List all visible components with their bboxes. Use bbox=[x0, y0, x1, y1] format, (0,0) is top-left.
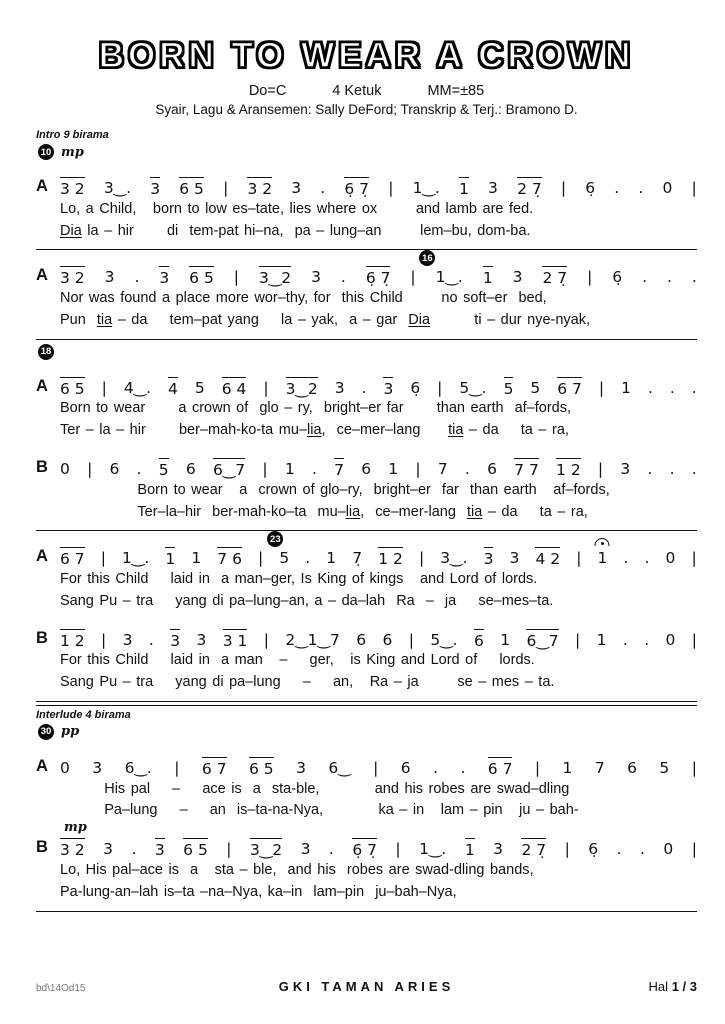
system bbox=[36, 129, 697, 242]
lyric-line-indonesian bbox=[60, 591, 697, 613]
melisma-underline: Dia bbox=[408, 311, 431, 328]
note-token: 3 bbox=[92, 758, 103, 777]
note-token: . bbox=[433, 758, 439, 777]
key-label: Do=C bbox=[248, 83, 287, 99]
note-token: . bbox=[464, 459, 470, 478]
voice-line-block bbox=[36, 617, 697, 694]
note-token: 6 7 bbox=[60, 547, 85, 569]
lyric-line-english bbox=[60, 779, 697, 801]
note-token: 3 bbox=[334, 378, 345, 397]
rehearsal-marker-row bbox=[38, 143, 697, 161]
barline: | bbox=[395, 840, 401, 859]
lyric-text: – da ta – ra, bbox=[482, 503, 588, 520]
lyric-text: Pun bbox=[60, 311, 97, 328]
note-token: 3 bbox=[159, 266, 169, 288]
lyric-line-english bbox=[60, 480, 697, 502]
note-token: 6‿7 bbox=[213, 458, 245, 480]
note-token: 3 bbox=[509, 549, 520, 568]
dynamic-marking: pp bbox=[61, 724, 80, 740]
note-token: 6 bbox=[185, 459, 196, 478]
notation-line bbox=[36, 165, 697, 199]
rehearsal-marker-row bbox=[38, 343, 697, 361]
note-token: . bbox=[638, 179, 644, 197]
voice-label: A bbox=[36, 376, 48, 395]
note-token: . bbox=[642, 268, 648, 287]
note-row bbox=[60, 838, 697, 860]
note-token: 3 bbox=[196, 630, 207, 649]
system-divider bbox=[36, 249, 697, 250]
barline: | bbox=[101, 378, 107, 397]
fermata-icon bbox=[595, 538, 610, 546]
note-token: . bbox=[148, 630, 154, 649]
note-token: 6̣ 7̣ bbox=[344, 177, 369, 199]
note-token: 0 bbox=[665, 630, 676, 649]
note-token: 1 bbox=[562, 758, 573, 777]
voice-line-block bbox=[36, 820, 697, 903]
barline: | bbox=[534, 758, 541, 777]
barline: | bbox=[174, 758, 180, 777]
barline: | bbox=[691, 549, 697, 568]
note-token: . bbox=[639, 840, 645, 859]
voice-label: A bbox=[36, 177, 48, 195]
voice-line-block bbox=[36, 165, 697, 242]
note-token: 6‿7 bbox=[526, 629, 558, 651]
note-token: 6 5 bbox=[189, 266, 214, 288]
lyric-text: la – hir di tem-pat hi–na, pa – lung–an lem–bu, dom-ba. bbox=[81, 222, 531, 239]
barline: | bbox=[100, 549, 106, 568]
note-token: . bbox=[340, 268, 346, 287]
barline: | bbox=[258, 549, 264, 568]
note-token: 0 bbox=[663, 840, 674, 859]
note-token: 1 2 bbox=[556, 458, 581, 480]
barline: | bbox=[101, 630, 107, 649]
rehearsal-mark-badge: 18 bbox=[38, 344, 54, 360]
note-token: 1 2 bbox=[60, 629, 85, 651]
note-token: 6 bbox=[382, 630, 393, 649]
note-token: 1 bbox=[284, 459, 295, 478]
note-token: . bbox=[691, 378, 697, 397]
voice-line-block bbox=[36, 535, 697, 612]
note-token: 2 7̣ bbox=[542, 266, 567, 288]
note-token: 3 2 bbox=[60, 266, 85, 288]
system bbox=[36, 254, 697, 331]
system bbox=[36, 709, 697, 904]
page-label: Hal bbox=[648, 979, 669, 994]
barline: | bbox=[691, 840, 697, 859]
note-token: 6‿. bbox=[124, 758, 152, 777]
note-token: 7 bbox=[334, 458, 344, 480]
voice-line-block bbox=[36, 745, 697, 822]
note-row bbox=[60, 377, 697, 399]
note-token: 1 bbox=[598, 547, 608, 568]
lyric-text: , ce–mer–lang bbox=[321, 422, 449, 439]
footer-church-name: GKI TAMAN ARIES bbox=[278, 979, 455, 994]
note-token: . bbox=[669, 459, 675, 478]
note-token: 6 bbox=[356, 630, 367, 649]
song-title: BORN TO WEAR A CROWN bbox=[98, 36, 635, 75]
lyric-line-english bbox=[60, 199, 697, 221]
rehearsal-mark-badge: 10 bbox=[38, 144, 54, 160]
barline: | bbox=[691, 758, 697, 777]
lyric-line-english bbox=[60, 398, 697, 420]
note-token: 6̣ bbox=[585, 179, 596, 197]
note-row bbox=[60, 629, 697, 651]
note-token: . bbox=[320, 179, 326, 197]
note-token: 1 bbox=[191, 549, 202, 568]
note-row bbox=[60, 458, 697, 480]
note-token: 5 bbox=[159, 458, 169, 480]
lyric-line-english bbox=[60, 569, 697, 591]
note-token: 7 6 bbox=[217, 547, 242, 569]
note-token: 5 bbox=[279, 549, 290, 568]
note-token: . bbox=[644, 549, 650, 568]
note-token: 3 bbox=[155, 838, 165, 860]
page-footer bbox=[36, 979, 697, 994]
barline: | bbox=[415, 459, 421, 478]
lyric-text: – da tem–pat yang la – yak, a – gar bbox=[112, 311, 409, 328]
barline: | bbox=[388, 179, 394, 197]
note-token: 6 4 bbox=[222, 377, 247, 399]
note-token: . bbox=[647, 459, 653, 478]
voice-label: A bbox=[36, 547, 48, 566]
note-token: 6̣ bbox=[410, 378, 421, 397]
note-token: 1 2 bbox=[378, 547, 403, 569]
note-token: 5 bbox=[194, 378, 205, 397]
lyric-text: Pa–lung – an is–ta-na-Nya, ka – in lam – pin ju – bah- bbox=[60, 802, 579, 819]
note-token: 3 bbox=[512, 268, 523, 287]
barline: | bbox=[410, 268, 416, 287]
note-token: 6 5 bbox=[183, 838, 208, 860]
lyric-text: For this Child laid in a man – ger, is King and Lord of lords. bbox=[60, 652, 535, 669]
note-token: 3 bbox=[291, 179, 302, 197]
note-token: . bbox=[691, 459, 697, 478]
note-token: . bbox=[644, 630, 650, 649]
sheet-content bbox=[0, 36, 725, 912]
note-token: 1‿. bbox=[412, 179, 440, 197]
key-signature-row bbox=[36, 83, 697, 99]
note-token: 1‿. bbox=[122, 549, 150, 568]
notation-line bbox=[36, 826, 697, 860]
note-row bbox=[60, 547, 697, 569]
note-token: 1 bbox=[483, 266, 493, 288]
note-token: 6 7 bbox=[488, 757, 513, 779]
footer-page-number bbox=[477, 979, 697, 994]
lyric-line-indonesian bbox=[60, 672, 697, 694]
note-token: . bbox=[134, 268, 140, 287]
note-token: 3 bbox=[104, 268, 115, 287]
note-token: 1 bbox=[459, 177, 469, 199]
note-token: . bbox=[460, 758, 466, 777]
notation-line bbox=[36, 745, 697, 779]
note-token: 5‿. bbox=[459, 378, 487, 397]
beat-label: 4 Ketuk bbox=[332, 83, 382, 99]
note-token: . bbox=[131, 840, 137, 859]
barline: | bbox=[560, 179, 567, 197]
note-token: 7 bbox=[437, 459, 448, 478]
note-token: 4 2 bbox=[535, 547, 560, 569]
note-token: . bbox=[328, 840, 334, 859]
note-token: 6 bbox=[487, 459, 497, 478]
dynamic-marking: mp bbox=[64, 820, 87, 836]
melisma-underline: lia bbox=[307, 422, 322, 439]
voice-line-block bbox=[36, 446, 697, 523]
note-token: 3 bbox=[383, 377, 393, 399]
note-token: 3 bbox=[122, 630, 133, 649]
system bbox=[36, 343, 697, 524]
barline: | bbox=[408, 630, 414, 649]
note-token: 2 7̣ bbox=[521, 838, 546, 860]
note-token: 3 bbox=[296, 758, 306, 777]
barline: | bbox=[597, 459, 604, 478]
lyric-line-indonesian bbox=[60, 502, 697, 524]
rehearsal-mark-badge: 30 bbox=[38, 724, 54, 740]
barline: | bbox=[223, 179, 229, 197]
note-token: 6‿ bbox=[328, 758, 351, 777]
voice-label: B bbox=[36, 838, 48, 857]
lyric-text: Lo, His pal–ace is a sta – ble, and his robes are swad-dling bands, bbox=[60, 862, 534, 878]
melisma-underline: tia bbox=[448, 422, 464, 439]
barline: | bbox=[576, 549, 582, 568]
note-token: 3‿2 bbox=[286, 377, 318, 399]
voice-label: A bbox=[36, 756, 48, 775]
lyric-line-indonesian bbox=[60, 221, 697, 243]
note-token: 6̣ 7̣ bbox=[352, 838, 377, 860]
dynamic-marking: mp bbox=[61, 144, 84, 160]
lyric-line-indonesian bbox=[60, 310, 697, 332]
lyric-line-indonesian bbox=[60, 420, 697, 442]
lyric-text: Nor was found a place more wor–thy, for this Child no soft–er bed, bbox=[60, 290, 547, 307]
notation-line bbox=[36, 535, 697, 569]
barline: | bbox=[263, 378, 269, 397]
lyric-text: Sang Pu – tra yang di pa–lung – an, Ra – ja se – mes – ta. bbox=[60, 674, 555, 691]
note-token: 3 bbox=[300, 840, 311, 859]
lyric-text: Pa-lung-an–lah is–ta –na–Nya, ka–in lam–pin ju–bah–Nya, bbox=[60, 883, 457, 900]
barline: | bbox=[418, 549, 425, 568]
note-token: 3 bbox=[103, 840, 113, 859]
lyric-text: Ter–la–hir ber-mah-ko–ta mu– bbox=[60, 503, 346, 520]
note-token: 6 5 bbox=[179, 177, 204, 199]
barline: | bbox=[587, 268, 593, 287]
note-token: 6 7 bbox=[557, 377, 582, 399]
system-divider bbox=[36, 339, 697, 340]
note-token: . bbox=[666, 268, 672, 287]
note-token: 1 bbox=[326, 549, 337, 568]
notation-line bbox=[36, 365, 697, 399]
note-token: 1 bbox=[596, 630, 607, 649]
note-token: 1 bbox=[388, 459, 399, 478]
note-token: 1 bbox=[500, 630, 511, 649]
footer-code: bd\14Od15 bbox=[36, 983, 86, 994]
voice-line-block bbox=[36, 365, 697, 442]
system-divider bbox=[36, 911, 697, 912]
note-token: 6 7 bbox=[202, 757, 227, 779]
notation-line bbox=[36, 254, 697, 288]
note-token: . bbox=[647, 378, 653, 397]
rehearsal-mark-badge: 23 bbox=[267, 531, 283, 547]
note-token: 5 bbox=[504, 377, 514, 399]
note-token: 3‿2 bbox=[250, 838, 282, 860]
note-token: 3‿2 bbox=[259, 266, 291, 288]
note-token: 1‿. bbox=[435, 268, 463, 287]
lyric-line-indonesian bbox=[60, 800, 697, 822]
note-token: 5‿. bbox=[430, 630, 458, 649]
lyric-text: – da ta – ra, bbox=[463, 422, 569, 439]
lyric-line-indonesian bbox=[60, 882, 697, 904]
note-token: 3 2 bbox=[60, 838, 85, 860]
lyric-line-english bbox=[60, 860, 697, 882]
page-value: 1 / 3 bbox=[671, 979, 697, 994]
note-token: . bbox=[311, 459, 317, 478]
note-token: 6 bbox=[474, 629, 484, 651]
note-token: 0 bbox=[662, 179, 673, 197]
melisma-underline: lia bbox=[345, 503, 361, 520]
barline: | bbox=[263, 630, 269, 649]
barline: | bbox=[691, 630, 697, 649]
note-token: 7 7 bbox=[514, 458, 539, 480]
lyric-text: Lo, a Child, born to low es–tate, lies where ox and lamb are fed. bbox=[60, 200, 534, 217]
barline: | bbox=[598, 378, 605, 397]
barline: | bbox=[262, 459, 268, 478]
rehearsal-marker-row bbox=[38, 723, 697, 741]
note-token: . bbox=[361, 378, 367, 397]
note-token: 6̣ 7̣ bbox=[366, 266, 391, 288]
note-token: 3 bbox=[170, 629, 180, 651]
note-token: 7 bbox=[594, 758, 605, 777]
note-token: 6 bbox=[361, 459, 372, 478]
note-token: 3 bbox=[493, 840, 504, 859]
note-token: 6̣ bbox=[588, 840, 599, 859]
note-token: 1 bbox=[621, 378, 631, 397]
system bbox=[36, 535, 697, 694]
melisma-underline: tia bbox=[96, 311, 113, 328]
note-token: 3 bbox=[488, 179, 498, 197]
lyric-text: Ter – la – hir ber–mah-ko-ta mu– bbox=[60, 422, 307, 439]
lyric-text: , ce–mer-lang bbox=[360, 503, 467, 520]
note-token: . bbox=[305, 549, 311, 568]
note-token: 3 2 bbox=[247, 177, 272, 199]
note-token: 1‿. bbox=[419, 840, 447, 859]
note-token: . bbox=[622, 630, 628, 649]
barline: | bbox=[564, 840, 570, 859]
system-divider bbox=[36, 530, 697, 531]
note-token: 3 bbox=[484, 547, 494, 569]
barline: | bbox=[437, 378, 443, 397]
note-token: 2 7̣ bbox=[517, 177, 542, 199]
system-divider bbox=[36, 701, 697, 706]
credits-line: Syair, Lagu & Aransemen: Sally DeFord; Transkrip & Terj.: Bramono D. bbox=[155, 102, 578, 117]
note-token: 0 bbox=[60, 758, 70, 777]
note-token: 6 5 bbox=[249, 757, 274, 779]
note-token: 4‿. bbox=[123, 378, 152, 397]
lyric-line-english bbox=[60, 288, 697, 310]
note-row bbox=[60, 266, 697, 288]
note-token: 1 bbox=[465, 838, 475, 860]
note-token: 0 bbox=[665, 549, 676, 568]
melisma-underline: tia bbox=[466, 503, 483, 520]
note-token: 0 bbox=[60, 459, 70, 478]
note-token: 6 5 bbox=[60, 377, 85, 399]
barline: | bbox=[226, 840, 232, 859]
lyric-text: Sang Pu – tra yang di pa–lung–an, a – da–lah Ra – ja se–mes–ta. bbox=[60, 592, 554, 609]
note-row bbox=[60, 757, 697, 779]
notation-line bbox=[36, 617, 697, 651]
note-token: 3‿. bbox=[440, 549, 468, 568]
note-token: 5 bbox=[530, 378, 541, 397]
melisma-underline: Dia bbox=[60, 222, 82, 239]
note-token: 3 1 bbox=[223, 629, 248, 651]
note-token: 3‿. bbox=[103, 179, 132, 197]
barline: | bbox=[373, 758, 379, 777]
lyric-text: Born to wear a crown of glo – ry, bright–er far than earth af–fords, bbox=[60, 400, 572, 417]
note-token: . bbox=[691, 268, 697, 287]
note-token: . bbox=[623, 549, 629, 568]
lyric-text: ti – dur nye-nyak, bbox=[430, 311, 591, 328]
note-token: 5 bbox=[659, 758, 670, 777]
barline: | bbox=[233, 268, 239, 287]
note-token: . bbox=[669, 378, 675, 397]
note-token: 3 bbox=[311, 268, 321, 287]
barline: | bbox=[691, 179, 697, 197]
barline: | bbox=[575, 630, 581, 649]
note-token: . bbox=[614, 179, 620, 197]
notation-line bbox=[36, 446, 697, 480]
note-token: 3 bbox=[150, 177, 160, 199]
voice-label: B bbox=[36, 457, 48, 476]
note-token: 6̣ bbox=[612, 268, 623, 287]
voice-label: A bbox=[36, 266, 48, 285]
voice-line-block bbox=[36, 254, 697, 331]
note-token: 3 bbox=[620, 459, 631, 478]
section-label: Interlude 4 birama bbox=[36, 708, 131, 721]
note-row bbox=[60, 177, 697, 199]
lyric-line-english bbox=[60, 650, 697, 672]
section-label: Intro 9 birama bbox=[36, 129, 109, 141]
lyric-text: Born to wear a crown of glo–ry, bright–er far than earth af–fords, bbox=[60, 481, 610, 498]
note-token: 4 bbox=[168, 377, 178, 399]
note-token: 6 bbox=[627, 758, 637, 777]
lyric-text: For this Child laid in a man–ger, Is King of kings and Lord of lords. bbox=[60, 571, 538, 588]
voice-label: B bbox=[36, 628, 48, 647]
rehearsal-mark-badge: 16 bbox=[419, 250, 435, 266]
note-token: 2‿1‿7 bbox=[285, 630, 340, 649]
notation-area bbox=[36, 129, 697, 912]
note-token: 6 bbox=[109, 459, 120, 478]
note-token: 3 2 bbox=[60, 177, 85, 199]
note-token: . bbox=[136, 459, 142, 478]
note-token: 6 bbox=[400, 758, 411, 777]
tempo-label: MM=±85 bbox=[427, 83, 485, 99]
note-token: . bbox=[616, 840, 622, 859]
lyric-text: His pal – ace is a sta-ble, and his robes are swad–dling bbox=[60, 780, 570, 797]
note-token: 1 bbox=[165, 547, 175, 569]
note-token: 7̣ bbox=[352, 549, 363, 568]
barline: | bbox=[87, 459, 93, 478]
